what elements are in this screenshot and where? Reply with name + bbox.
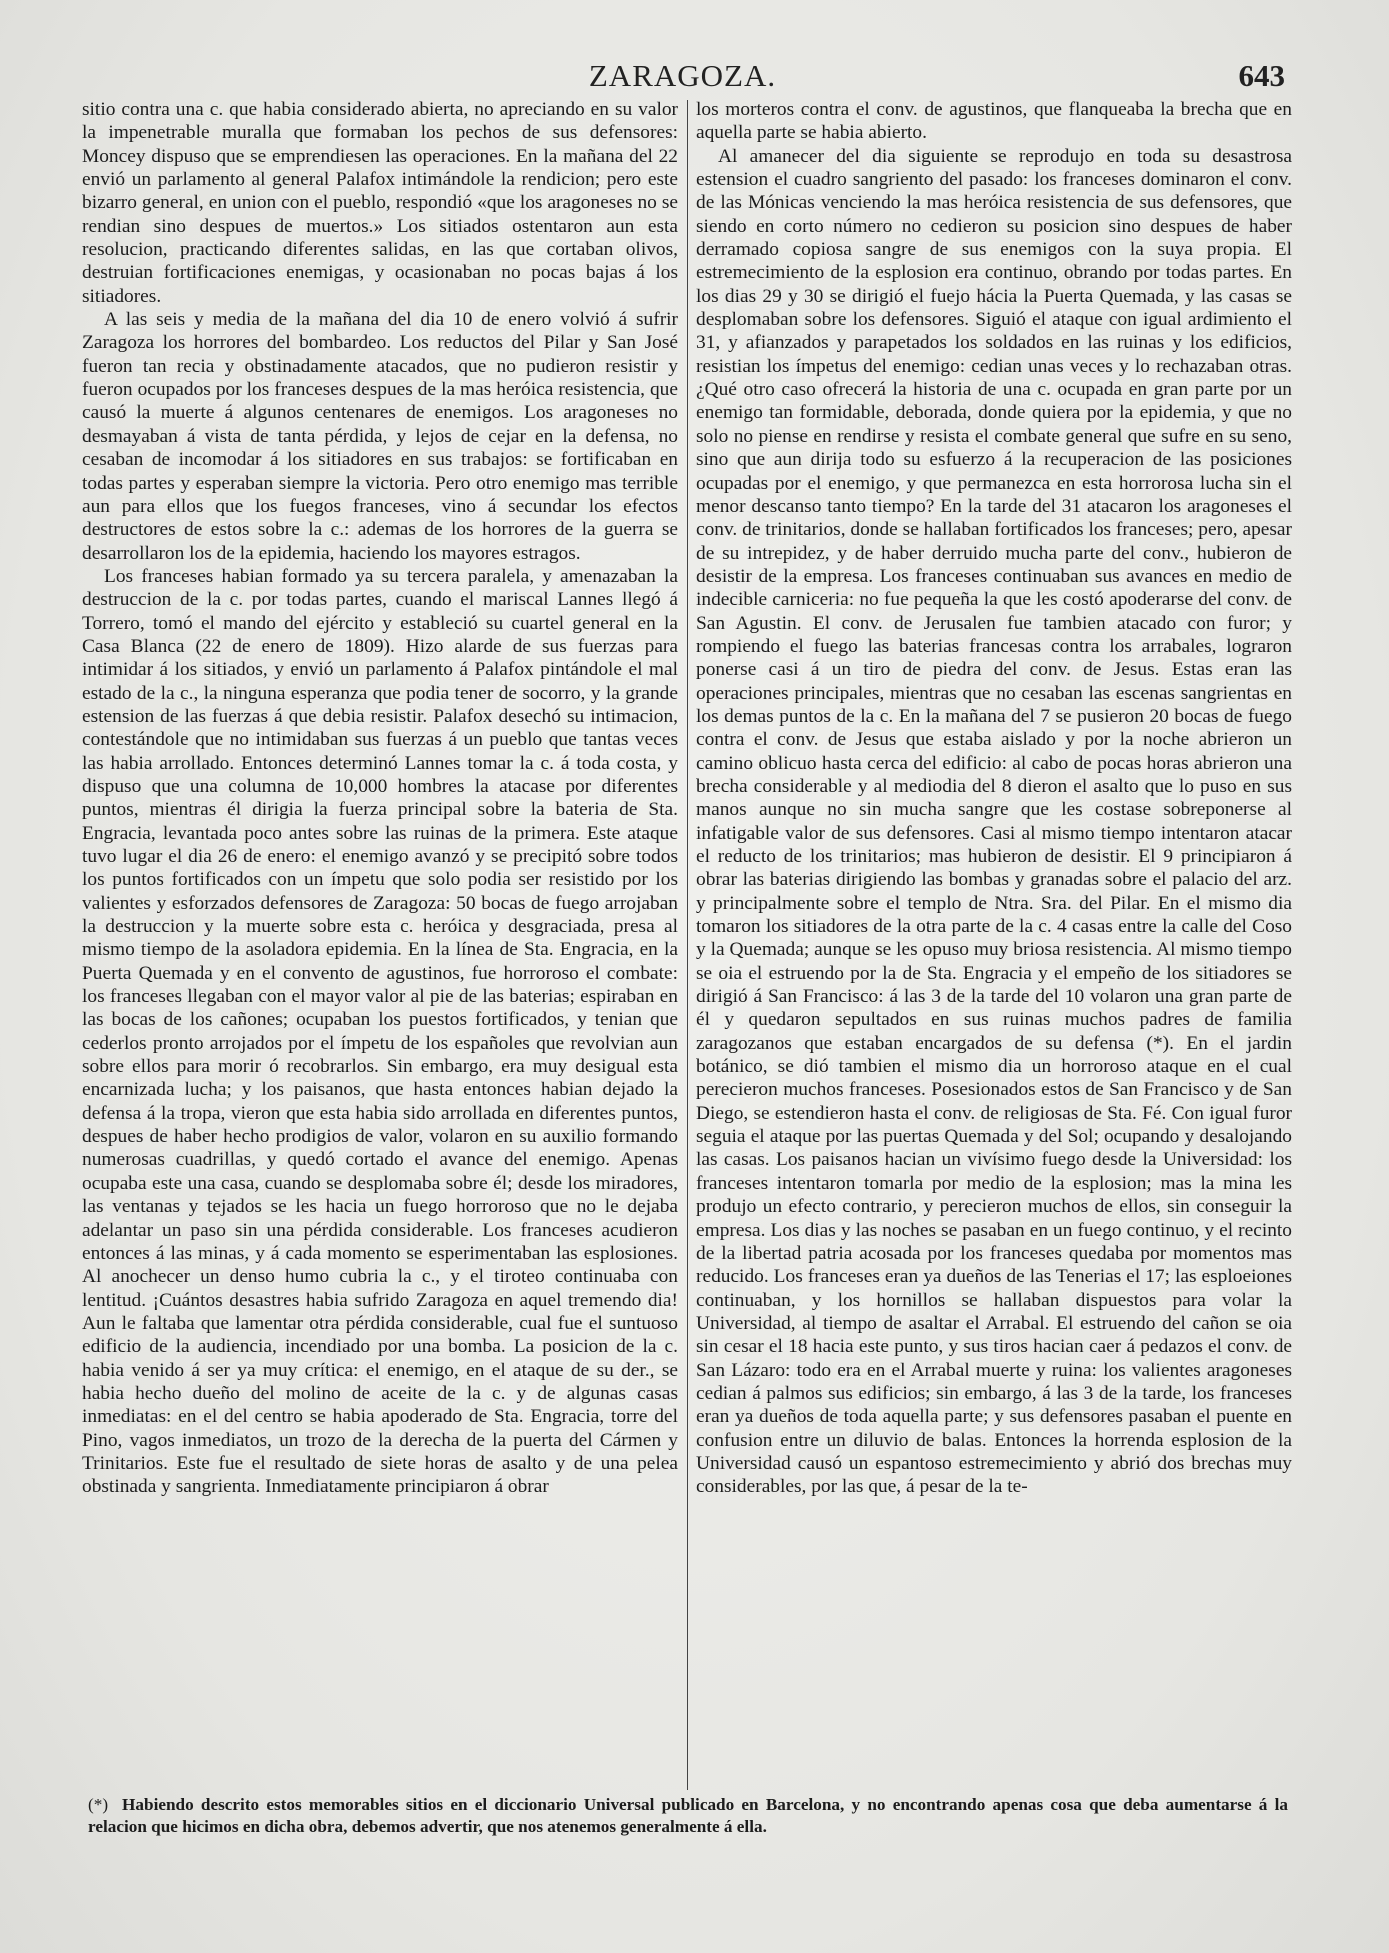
column-divider (687, 100, 688, 1790)
page-header (80, 58, 1285, 102)
footnote (88, 1794, 1288, 1838)
footnote-mark: (*) (88, 1795, 109, 1814)
paragraph: los morteros contra el conv. de agustinos, que flanqueaba la brecha que en aquella parte se habia abierto. (696, 99, 1292, 144)
running-title: ZARAGOZA. (588, 58, 777, 93)
page-number: 643 (1238, 58, 1285, 93)
paragraph: sitio contra una c. que habia considerado abierta, no apreciando en su valor la impenetrable muralla que formaban los pechos de sus defensores: Moncey dispuso que se emprendiesen las operaciones. En la mañana del 22 envió un parlamento al general Palafox intimándole la rendicion; pero este bizarro general, en union con el pueblo, respondió «que los aragoneses no se rendian sino despues de muertos.» Los sitiados ostentaron aun esta resolucion, practicando diferentes salidas, en las que cortaban olivos, destruian fortificaciones enemigas, y ocasionaban no pocas bajas á los sitiadores. (82, 99, 678, 307)
right-column (696, 98, 1292, 1499)
left-column (82, 98, 678, 1499)
paragraph: Al amanecer del dia siguiente se reprodujo en toda su desastrosa estension el cuadro sangriento del pasado: los franceses dominaron el conv. de las Mónicas venciendo la mas heróica resistencia de sus defensores, que siendo en corto número no cedieron su posicion sino despues de haber derramado copiosa sangre de sus enemigos con la suya propia. El estremecimiento de la esplosion era continuo, obrando por todas partes. En los dias 29 y 30 se dirigió el fuejo hácia la Puerta Quemada, y las casas se desplomaban sobre los defensores. Siguió el ataque con igual ardimiento el 31, y afianzados y parapetados los soldados en las ruinas y los edificios, resistian los ímpetus del enemigo: cedian unas veces y lo rechazaban otras. ¿Qué otro caso ofrecerá la historia de una c. ocupada en gran parte por un enemigo tan formidable, deborada, donde quiera por la epidemia, y que no solo no piense en rendirse y resista el combate general que sufre en su seno, sino que aun dirija todo su esfuerzo á la recuperacion de las posiciones ocupadas por el enemigo, y que permanezca en esta horrorosa lucha sin el menor descanso tanto tiempo? En la tarde del 31 atacaron los aragoneses el conv. de trinitarios, donde se hallaban fortificados los franceses; pero, apesar de su intrepidez, y de haber derruido mucha parte del conv., hubieron de desistir de la empresa. Los franceses continuaban sus avances en medio de indecible carniceria: no fue pequeña la que les costó apoderarse del conv. de San Agustin. El conv. de Jerusalen fue tambien atacado con furor; y rompiendo el fuego las baterias francesas contra los arrabales, lograron ponerse casi á un tiro de piedra del conv. de Jesus. Estas eran las operaciones principales, mientras que no cesaban las escenas sangrientas en los demas puntos de la c. En la mañana del 7 se pusieron 20 bocas de fuego contra el conv. de Jesus que estaba aislado y por la noche abrieron un camino oblicuo hasta cerca del edificio: al cabo de pocas horas abrieron una brecha considerable y al mediodia del 8 dieron el asalto que lo puso en sus manos aunque no sin mucha sangre que les costase sobreponerse al infatigable valor de sus defensores. Casi al mismo tiempo intentaron atacar el reducto de los trinitarios; mas hubieron de desistir. El 9 principiaron á obrar las baterias dirigiendo las bombas y granadas sobre el palacio del arz. y principalmente sobre el templo de Ntra. Sra. del Pilar. En el mismo dia tomaron los sitiadores de la otra parte de la c. 4 casas entre la calle del Coso y la Quemada; aunque se les opuso muy briosa resistencia. Al mismo tiempo se oia el estruendo por la de Sta. Engracia y el empeño de los sitiadores se dirigió á San Francisco: á las 3 de la tarde del 10 volaron una gran parte de él y quedaron sepultados en sus ruinas muchos padres de familia zaragozanos que estaban encargados de su defensa (*). En el jardin botánico, se dió tambien el mismo dia un horroroso ataque en el cual perecieron muchos franceses. Posesionados estos de San Francisco y de San Diego, se estendieron hasta el conv. de religiosas de Sta. Fé. Con igual furor seguia el ataque por las puertas Quemada y del Sol; ocupando y desalojando las casas. Los paisanos hacian un vivísimo fuego desde la Universidad: los franceses intentaron tomarla por medio de la esplosion; mas la mina les produjo un efecto contrario, y perecieron muchos de ellos, sin conseguir la empresa. Los dias y las noches se pasaban en un fuego continuo, y el recinto de la libertad patria acosada por los franceses quedaba por momentos mas reducido. Los franceses eran ya dueños de las Tenerias el 17; las esploeiones continuaban, y los hornillos se hallaban dispuestos para volar la Universidad, al tiempo de asaltar el Arrabal. El estruendo del cañon se oia sin cesar el 18 hacia este punto, y sus tiros hacian caer á pedazos el conv. de San Lázaro: todo era en el Arrabal muerte y ruina: los valientes aragoneses cedian á palmos sus edificios; sin embargo, á las 3 de la tarde, los franceses eran ya dueños de toda aquella parte; y sus defensores pasaban el puente en confusion entre un diluvio de balas. Entonces la horrenda esplosion de la Universidad causó un espantoso estremecimiento y abrió dos brechas muy considerables, por las que, á pesar de la te- (696, 145, 1292, 1498)
footnote-text: Habiendo descrito estos memorables sitios en el diccionario Universal publicado en Barcelona, y no encontrando apenas cosa que deba aumentarse á la relacion que hicimos en dicha obra, debemos advertir, que nos atenemos generalmente á ella. (88, 1795, 1288, 1836)
paragraph: A las seis y media de la mañana del dia 10 de enero volvió á sufrir Zaragoza los horrores del bombardeo. Los reductos del Pilar y San José fueron tan recia y obstinadamente atacados, que no pudieron resistir y fueron ocupados por los franceses despues de la mas heróica resistencia, que causó la muerte á algunos centenares de enemigos. Los aragoneses no desmayaban á vista de tanta pérdida, y lejos de cejar en la defensa, no cesaban de incomodar á los sitiadores en sus trabajos: se fortificaban en todas partes y esperaban siempre la victoria. Pero otro enemigo mas terrible aun para ellos que los fuegos franceses, vino á secundar los efectos destructores de estos sobre la c.: ademas de los horrores de la guerra se desarrollaron los de la epidemia, haciendo los mayores estragos. (82, 309, 678, 564)
paragraph: Los franceses habian formado ya su tercera paralela, y amenazaban la destruccion de la c. por todas partes, cuando el mariscal Lannes llegó á Torrero, tomó el mando del ejército y estableció su cuartel general en la Casa Blanca (22 de enero de 1809). Hizo alarde de sus fuerzas para intimidar á los sitiados, y envió un parlamento á Palafox pintándole el mal estado de la c., la ninguna esperanza que podia tener de socorro, y la grande estension de las fuerzas á que debia resistir. Palafox desechó su intimacion, contestándole que no intimidaban sus fuerzas á un pueblo que tantas veces las habia arrollado. Entonces determinó Lannes tomar la c. á toda costa, y dispuso que una columna de 10,000 hombres la atacase por diferentes puntos, mientras él dirigia la fuerza principal sobre la bateria de Sta. Engracia, levantada poco antes sobre las ruinas de la primera. Este ataque tuvo lugar el dia 26 de enero: el enemigo avanzó y se precipitó sobre todos los puntos fortificados con un ímpetu que solo podia ser resistido por los valientes y esforzados defensores de Zaragoza: 50 bocas de fuego arrojaban la destruccion y la muerte sobre esta c. heróica y desgraciada, presa al mismo tiempo de la asoladora epidemia. En la línea de Sta. Engracia, en la Puerta Quemada y en el convento de agustinos, fue horroroso el combate: los franceses llegaban con el mayor valor al pie de las baterias; espiraban en las bocas de los cañones; ocupaban los puestos fortificados, y tenian que cederlos pronto arrojados por el ímpetu de los españoles que revolvian aun sobre ellos para morir ó recobrarlos. Sin embargo, era muy desigual esta encarnizada lucha; y los paisanos, que hasta entonces habian dejado la defensa á la tropa, vieron que esta habia sido arrollada en diferentes puntos, despues de haber hecho prodigios de valor, volaron en su auxilio formando numerosas cuadrillas, y quedó cortado el avance del enemigo. Apenas ocupaba este una casa, cuando se desplomaba sobre él; desde los miradores, las ventanas y tejados se les hacia un fuego horroroso que no le dejaba adelantar un paso sin una pérdida considerable. Los franceses acudieron entonces á las minas, y á cada momento se esperimentaban las esplosiones. Al anochecer un denso humo cubria la c., y el tiroteo continuaba con lentitud. ¡Cuántos desastres habia sufrido Zaragoza en aquel tremendo dia! Aun le faltaba que lamentar otra pérdida considerable, cual fue el suntuoso edificio de la audiencia, incendiado por una bomba. La posicion de la c. habia venido á ser ya muy crítica: el enemigo, en el ataque de su der., se habia hecho dueño del molino de aceite de la c. y de algunas casas inmediatas: en el del centro se habia apoderado de Sta. Engracia, torre del Pino, vagos inmediatos, un trozo de la derecha de la puerta del Cármen y Trinitarios. Este fue el resultado de siete horas de asalto y de una pelea obstinada y sangrienta. Inmediatamente principiaron á obrar (82, 565, 678, 1498)
